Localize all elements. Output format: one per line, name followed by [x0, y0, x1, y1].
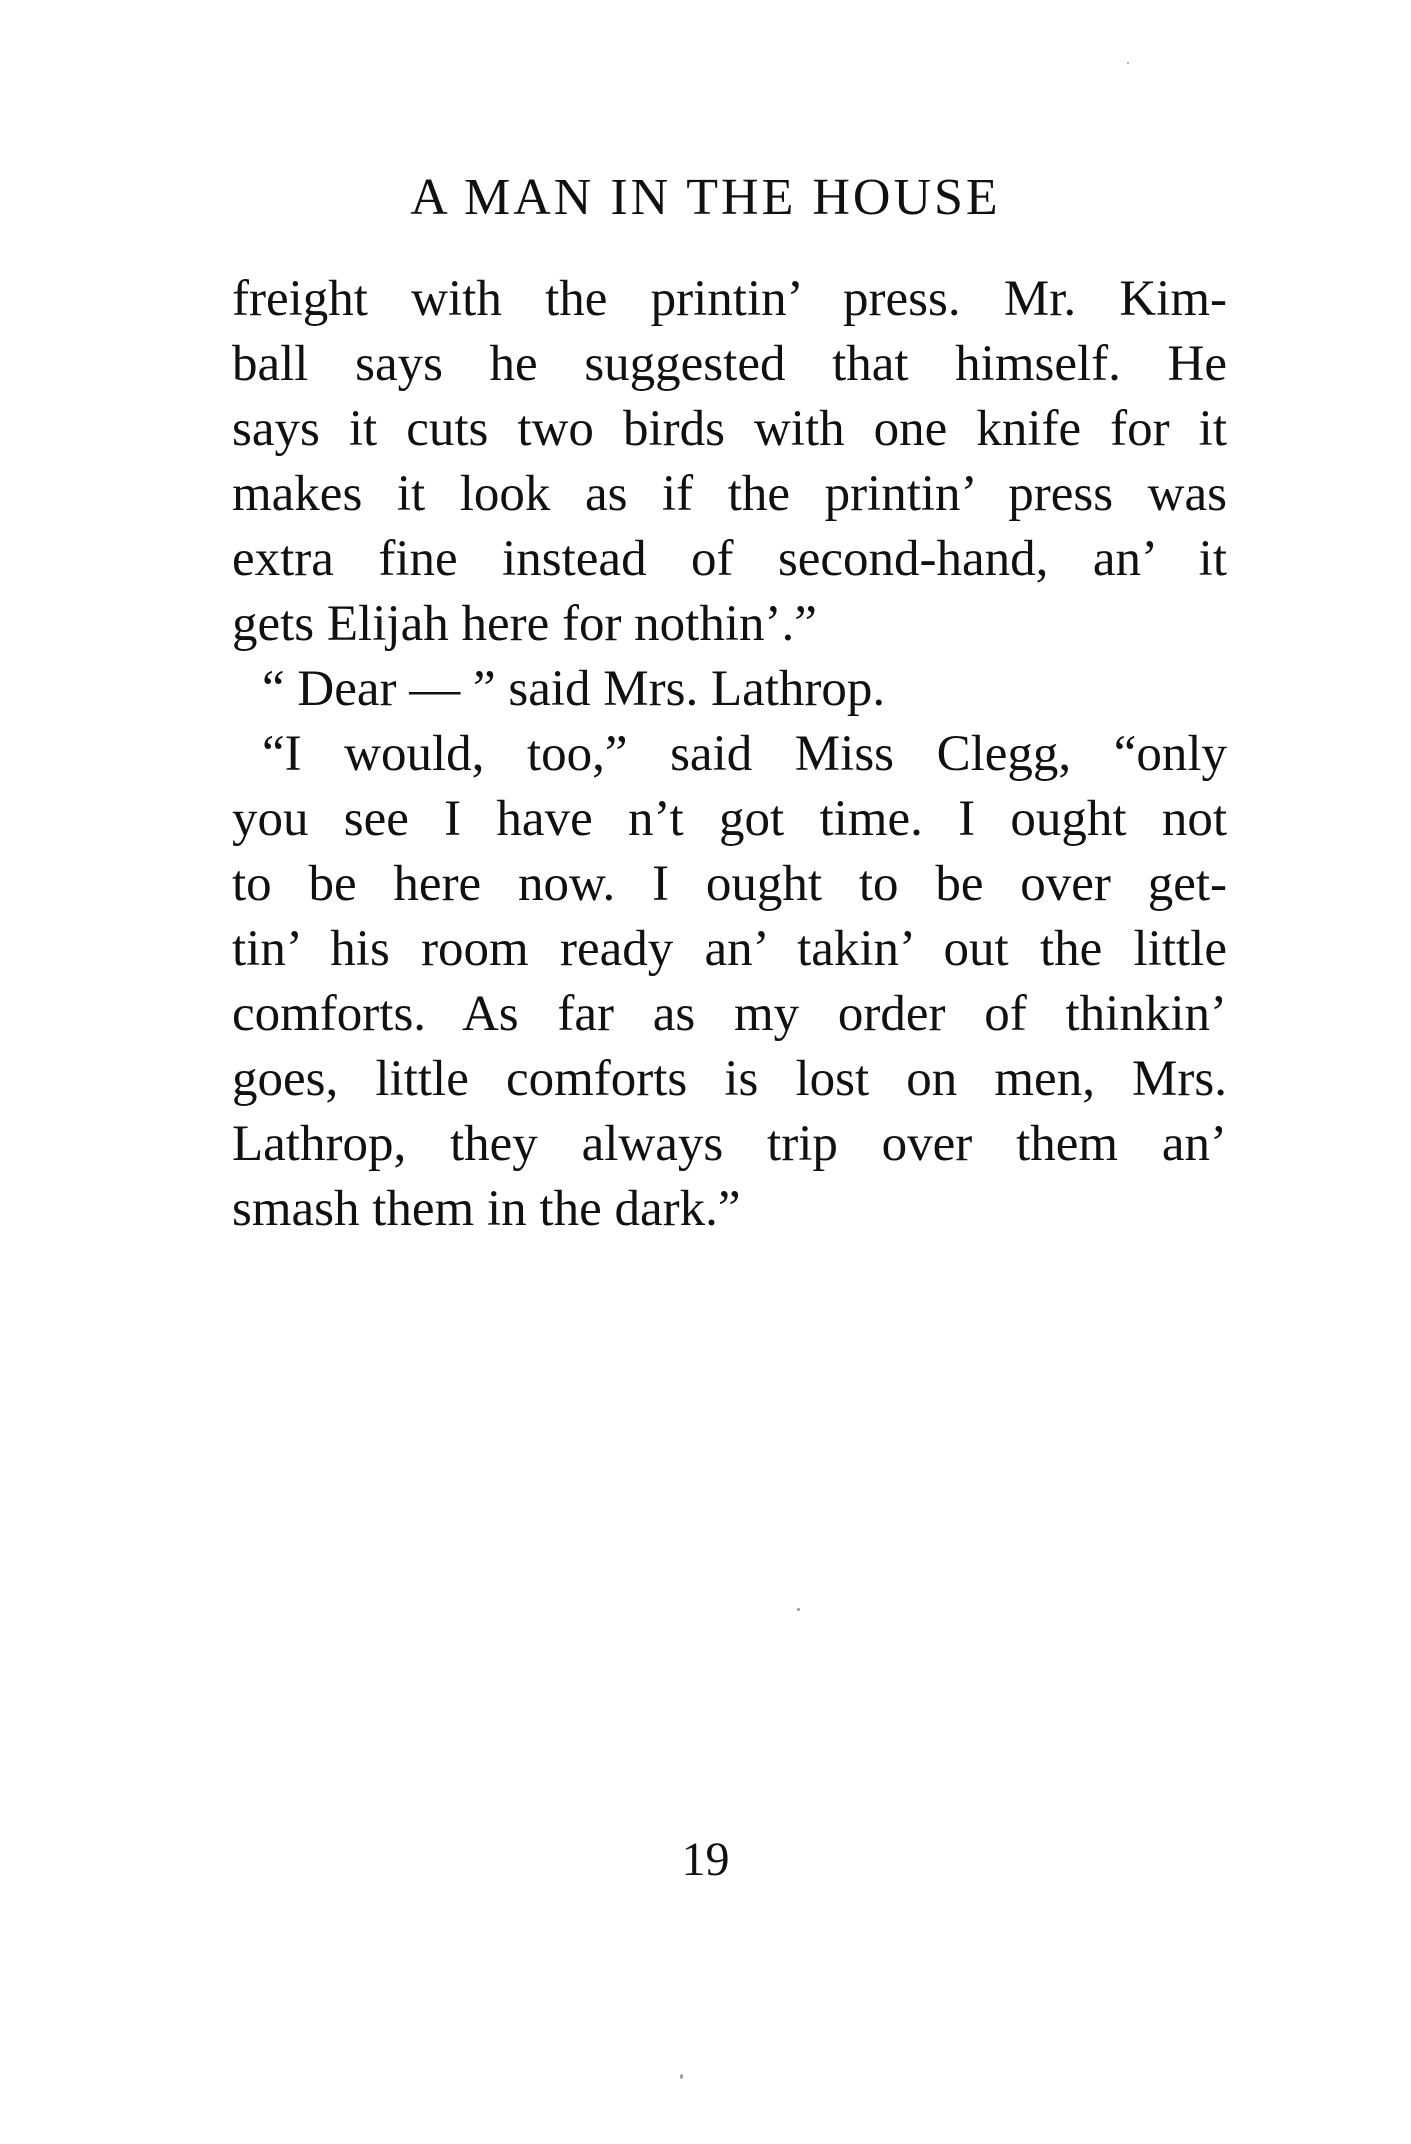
running-head: A MAN IN THE HOUSE: [410, 169, 1001, 226]
text-line: comforts. As far as my order of thinkin’: [232, 986, 1227, 1042]
text-line: smash them in the dark.”: [232, 1181, 741, 1237]
text-line: ball says he suggested that himself. He: [232, 336, 1227, 392]
scan-speck: [680, 2074, 683, 2079]
text-line: says it cuts two birds with one knife for it: [232, 401, 1227, 457]
text-line: you see I have n’t got time. I ought not: [232, 791, 1227, 847]
page-number: 19: [681, 1833, 730, 1886]
text-line: gets Elijah here for nothin’.”: [232, 596, 817, 652]
text-line: extra fine instead of second-hand, an’ it: [232, 531, 1227, 587]
text-line: tin’ his room ready an’ takin’ out the little: [232, 921, 1227, 977]
body-text: [232, 267, 1227, 1242]
text-line: freight with the printin’ press. Mr. Kim-: [232, 271, 1227, 327]
text-line: makes it look as if the printin’ press was: [232, 466, 1227, 522]
text-line: to be here now. I ought to be over get-: [232, 856, 1227, 912]
text-line: “I would, too,” said Miss Clegg, “only: [262, 726, 1227, 782]
text-line: goes, little comforts is lost on men, Mrs.: [232, 1051, 1227, 1107]
scan-speck: [797, 1608, 800, 1611]
text-line: Lathrop, they always trip over them an’: [232, 1116, 1227, 1172]
text-line: “ Dear — ” said Mrs. Lathrop.: [262, 661, 886, 717]
scan-speck: [1127, 62, 1129, 64]
